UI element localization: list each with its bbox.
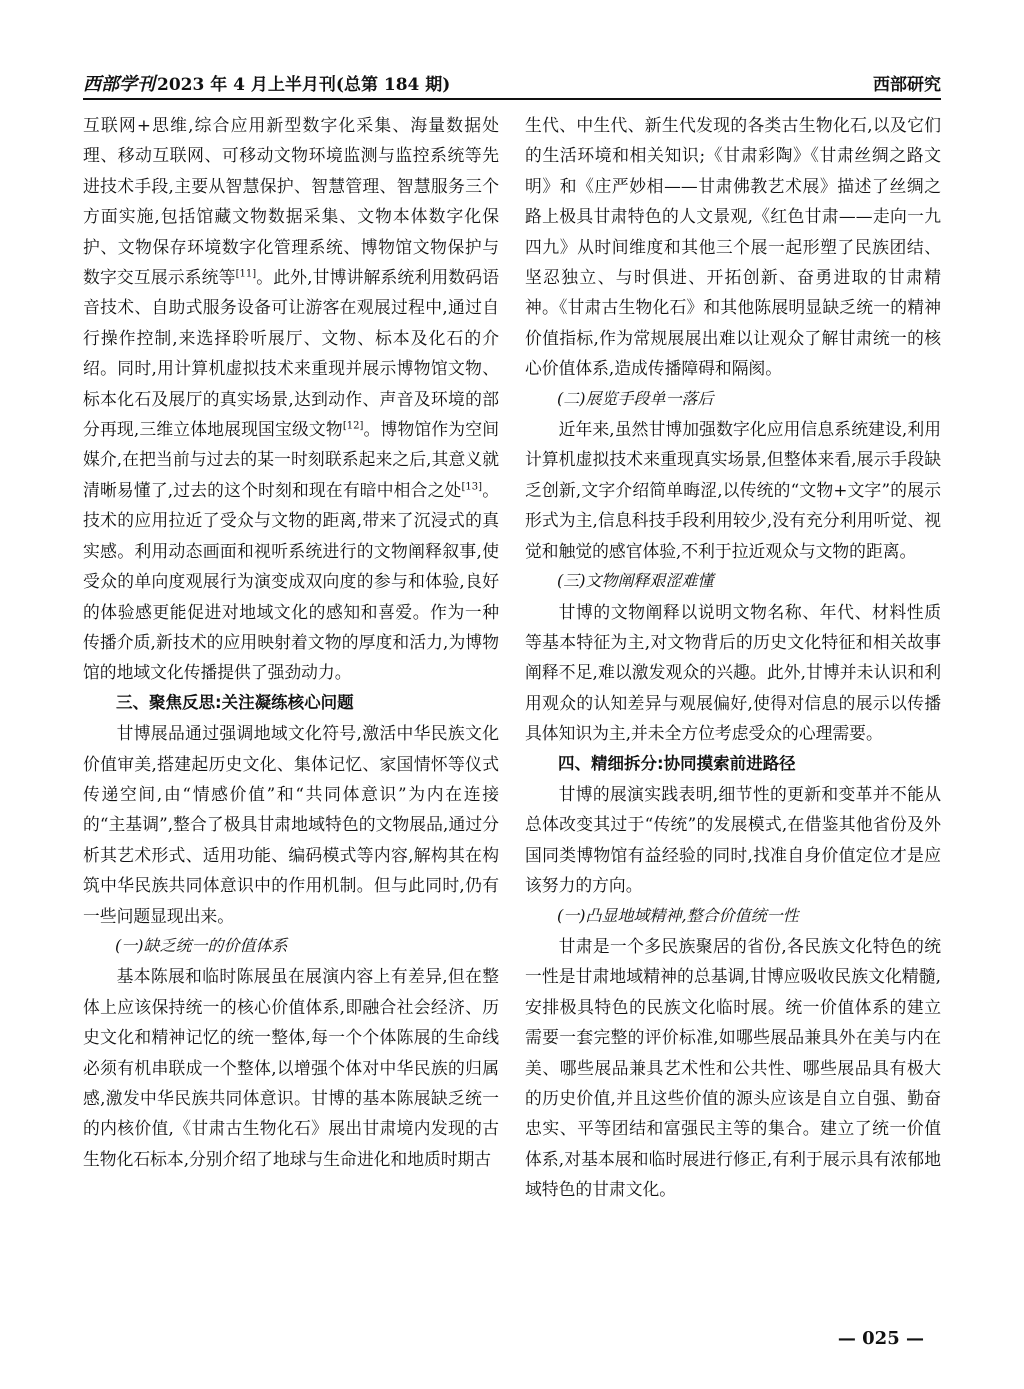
subsection-heading: (三)文物阐释艰涩难懂 <box>557 571 714 591</box>
paragraph: 生代、中生代、新生代发现的各类古生物化石,以及它们的生活环境和相关知识;《甘肃彩陶》《甘肃丝绸之路文明》和《庄严妙相——甘肃佛教艺术展》描述了丝绸之路上极具甘肃特色的人文景观,《红色甘肃——走向一九四九》从时间维度和其他三个展一起形塑了民族团结、坚忍独立、与时俱进、开拓创新、奋勇进取的甘肃精神。《甘肃古生物化石》和其他陈展明显缺乏统一的精神价值指标,作为常规展展出难以让观众了解甘肃统一的核心价值体系,造成传播障碍和隔阂。 <box>525 115 941 379</box>
paragraph: 互联网+思维,综合应用新型数字化采集、海量数据处理、移动互联网、可移动文物环境监测与监控系统等先进技术手段,主要从智慧保护、智慧管理、智慧服务三个方面实施,包括馆藏文物数据采集、文物本体数字化保护、文物保存环境数字化管理系统、博物馆文物保护与数字交互展示系统等[11]。此外,甘博讲解系统利用数码语音技术、自助式服务设备可让游客在观展过程中,通过自行操作控制,来选择聆听展厅、文物、标本及化石的介绍。同时,用计算机虚拟技术来重现并展示博物馆文物、标本化石及展厅的真实场景,达到动作、声音及环境的部分再现,三维立体地展现国宝级文物[12]。博物馆作为空间媒介,在把当前与过去的某一时刻联系起来之后,其意义就清晰易懂了,过去的这个时刻和现在有暗中相合之处[13]。技术的应用拉近了受众与文物的距离,带来了沉浸式的真实感。利用动态画面和视听系统进行的文物阐释叙事,使受众的单向度观展行为演变成双向度的参与和体验,良好的体验感更能促进对地域文化的感知和喜爱。作为一种传播介质,新技术的应用映射着文物的厚度和活力,为博物馆的地域文化传播提供了强劲动力。 <box>83 115 499 683</box>
section-heading: 四、精细拆分:协同摸索前进路径 <box>558 753 796 773</box>
citation[interactable]: [12] <box>342 420 364 432</box>
page-number: — 025 — <box>837 1328 924 1349</box>
paragraph: 甘博的展演实践表明,细节性的更新和变革并不能从总体改变其过于“传统”的发展模式,在借鉴其他省份及外国同类博物馆有益经验的同时,找准自身价值定位才是应该努力的方向。 <box>525 783 941 896</box>
issue-label: 2023 年 4 月上半月刊(总第 184 期) <box>157 75 451 95</box>
section-label: 西部研究 <box>873 75 941 95</box>
paragraph: 近年来,虽然甘博加强数字化应用信息系统建设,利用计算机虚拟技术来重现真实场景,但整体来看,展示手段缺乏创新,文字介绍简单晦涩,以传统的“文物+文字”的展示形式为主,信息科技手段利用较少,没有充分利用听觉、视觉和触觉的感官体验,不利于拉近观众与文物的距离。 <box>525 419 941 561</box>
journal-logo: 西部学刊 <box>83 74 155 95</box>
paragraph: 甘博的文物阐释以说明文物名称、年代、材料性质等基本特征为主,对文物背后的历史文化特征和相关故事阐释不足,难以激发观众的兴趣。此外,甘博并未认识和利用观众的认知差异与观展偏好,使得对信息的展示以传播具体知识为主,并未全方位考虑受众的心理需要。 <box>525 601 941 744</box>
journal-issue-line <box>83 70 450 96</box>
right-column <box>525 110 941 1205</box>
paragraph: 基本陈展和临时陈展虽在展演内容上有差异,但在整体上应该保持统一的核心价值体系,即融合社会经济、历史文化和精神记忆的统一整体,每一个个体陈展的生命线必须有机串联成一个整体,以增强个体对中华民族的归属感,激发中华民族共同体意识。甘博的基本陈展缺乏统一的内核价值,《甘肃古生物化石》展出甘肃境内发现的古生物化石标本,分别介绍了地球与生命进化和地质时期古 <box>83 966 499 1169</box>
header-rule <box>83 98 941 100</box>
citation[interactable]: [11] <box>235 268 257 280</box>
paragraph: 甘肃是一个多民族聚居的省份,各民族文化特色的统一性是甘肃地域精神的总基调,甘博应吸收民族文化精髓,安排极具特色的民族文化临时展。统一价值体系的建立需要一套完整的评价标准,如哪些展品兼具外在美与内在美、哪些展品兼具艺术性和公共性、哪些展品具有极大的历史价值,并且这些价值的源头应该是自立自强、勤奋忠实、平等团结和富强民主等的集合。建立了统一价值体系,对基本展和临时展进行修正,有利于展示具有浓郁地域特色的甘肃文化。 <box>525 935 941 1200</box>
citation[interactable]: [13] <box>461 481 483 493</box>
subsection-heading: (一)缺乏统一的价值体系 <box>115 935 288 955</box>
page-header <box>83 68 941 98</box>
left-column <box>83 110 499 1174</box>
paragraph: 甘博展品通过强调地域文化符号,激活中华民族文化价值审美,搭建起历史文化、集体记忆、家国情怀等仪式传递空间,由“情感价值”和“共同体意识”为内在连接的“主基调”,整合了极具甘肃地域特色的文物展品,通过分析其艺术形式、适用功能、编码模式等内容,解构其在构筑中华民族共同体意识中的作用机制。但与此同时,仍有一些问题显现出来。 <box>83 723 499 926</box>
subsection-heading: (二)展览手段单一落后 <box>557 388 714 408</box>
subsection-heading: (一)凸显地域精神,整合价值统一性 <box>557 905 799 925</box>
section-heading: 三、聚焦反思:关注凝练核心问题 <box>116 692 354 712</box>
